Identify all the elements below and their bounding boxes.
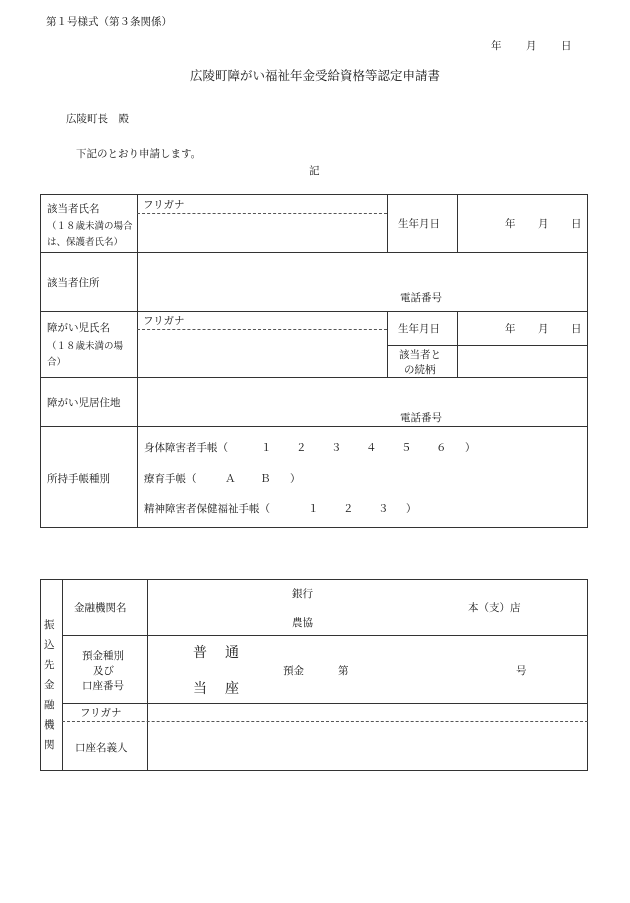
applicant-address-label: 該当者住所 bbox=[47, 277, 100, 289]
physical-close-paren: ） bbox=[465, 442, 476, 454]
applicant-birth-year-label: 年 bbox=[505, 218, 516, 230]
child-birth-month-label: 月 bbox=[538, 323, 549, 335]
holder-furigana-field[interactable] bbox=[149, 705, 586, 719]
ryoiku-handbook-label: 療育手帳（ bbox=[144, 473, 197, 485]
applicant-birth-month-label: 月 bbox=[538, 218, 549, 230]
child-furigana-label: フリガナ bbox=[143, 315, 185, 327]
applicant-furigana-label: フリガナ bbox=[143, 199, 185, 211]
applicant-name-note-1: （１８歳未満の場合 bbox=[47, 221, 133, 232]
applicant-furigana-field[interactable] bbox=[141, 198, 385, 212]
divider bbox=[40, 311, 588, 312]
physical-handbook-label: 身体障害者手帳（ bbox=[144, 442, 228, 454]
physical-grade-option[interactable]: ５ bbox=[401, 442, 412, 454]
ryoiku-close-paren: ） bbox=[290, 473, 301, 485]
applicant-name-label: 該当者氏名 bbox=[47, 203, 100, 215]
physical-grade-option[interactable]: ２ bbox=[296, 442, 307, 454]
mental-handbook-label: 精神障害者保健福祉手帳（ bbox=[144, 503, 270, 515]
side-char: 機 bbox=[44, 719, 55, 731]
dai-label: 第 bbox=[338, 665, 349, 677]
divider bbox=[387, 345, 588, 346]
mental-grade-option[interactable]: １ bbox=[308, 503, 319, 515]
divider bbox=[40, 377, 588, 378]
account-holder-field[interactable] bbox=[149, 723, 586, 769]
physical-grade-option[interactable]: １ bbox=[261, 442, 272, 454]
side-char: 金 bbox=[44, 679, 55, 691]
bank-suffix: 銀行 bbox=[292, 588, 313, 600]
applicant-birthdate-label: 生年月日 bbox=[398, 218, 440, 230]
date-year-label: 年 bbox=[491, 40, 502, 52]
ki-label: 記 bbox=[309, 165, 320, 177]
relation-field[interactable] bbox=[459, 347, 586, 375]
mental-close-paren: ） bbox=[406, 503, 417, 515]
applicant-address-field[interactable] bbox=[139, 254, 585, 309]
furigana-divider bbox=[137, 213, 387, 214]
child-name-label: 障がい児氏名 bbox=[47, 322, 110, 334]
child-birthdate-label: 生年月日 bbox=[398, 323, 440, 335]
side-char: 振 bbox=[44, 619, 55, 631]
applicant-phone-label: 電話番号 bbox=[400, 292, 442, 304]
physical-grade-option[interactable]: ３ bbox=[331, 442, 342, 454]
account-type-label-1: 預金種別 bbox=[82, 650, 124, 662]
divider bbox=[40, 252, 588, 253]
applicant-birth-day-label: 日 bbox=[571, 218, 582, 230]
child-name-note-2: 合） bbox=[47, 357, 67, 368]
toza-option[interactable]: 当 座 bbox=[193, 681, 241, 697]
relation-label-1: 該当者と bbox=[399, 349, 441, 361]
child-birth-year-label: 年 bbox=[505, 323, 516, 335]
holder-furigana-label: フリガナ bbox=[80, 707, 122, 719]
account-type-label-2: 及び bbox=[93, 665, 114, 677]
ryoiku-grade-option[interactable]: Ａ bbox=[225, 473, 236, 485]
side-char: 込 bbox=[44, 639, 55, 651]
divider bbox=[457, 311, 458, 377]
addressee: 広陵町長 殿 bbox=[66, 113, 129, 125]
yokin-label: 預金 bbox=[283, 665, 304, 677]
furigana-divider bbox=[62, 721, 588, 722]
ryoiku-grade-option[interactable]: Ｂ bbox=[260, 473, 271, 485]
divider bbox=[457, 194, 458, 252]
divider bbox=[137, 194, 138, 528]
child-address-label: 障がい児居住地 bbox=[47, 397, 121, 409]
go-label: 号 bbox=[516, 665, 527, 677]
side-char: 関 bbox=[44, 739, 55, 751]
physical-grade-option[interactable]: ６ bbox=[436, 442, 447, 454]
nokyo-suffix: 農協 bbox=[292, 617, 313, 629]
side-char: 先 bbox=[44, 659, 55, 671]
divider bbox=[62, 579, 63, 771]
child-name-note-1: （１８歳未満の場 bbox=[47, 341, 124, 352]
relation-label-2: の続柄 bbox=[404, 364, 436, 376]
divider bbox=[40, 426, 588, 427]
applicant-name-field[interactable] bbox=[139, 215, 385, 250]
physical-grade-option[interactable]: ４ bbox=[366, 442, 377, 454]
account-holder-label: 口座名義人 bbox=[75, 742, 128, 754]
child-name-field[interactable] bbox=[139, 331, 385, 375]
divider bbox=[387, 194, 388, 252]
divider bbox=[147, 579, 148, 771]
account-number-field[interactable] bbox=[355, 650, 510, 690]
page-title: 広陵町障がい福祉年金受給資格等認定申請書 bbox=[189, 68, 440, 83]
applicant-name-note-2: は、保護者氏名） bbox=[47, 237, 124, 248]
child-address-field[interactable] bbox=[139, 379, 585, 424]
side-char: 融 bbox=[44, 699, 55, 711]
child-phone-label: 電話番号 bbox=[400, 412, 442, 424]
intro-text: 下記のとおり申請します。 bbox=[76, 148, 202, 160]
account-type-label-3: 口座番号 bbox=[82, 680, 124, 692]
bank-name-label: 金融機関名 bbox=[74, 602, 127, 614]
handbook-type-label: 所持手帳種別 bbox=[47, 473, 110, 485]
divider bbox=[62, 703, 588, 704]
futsu-option[interactable]: 普 通 bbox=[193, 645, 241, 661]
divider bbox=[387, 311, 388, 377]
furigana-divider bbox=[137, 329, 387, 330]
divider bbox=[62, 635, 588, 636]
mental-grade-option[interactable]: ３ bbox=[378, 503, 389, 515]
mental-grade-option[interactable]: ２ bbox=[343, 503, 354, 515]
form-number: 第１号様式（第３条関係） bbox=[46, 16, 172, 28]
date-day-label: 日 bbox=[561, 40, 572, 52]
child-birth-day-label: 日 bbox=[571, 323, 582, 335]
date-month-label: 月 bbox=[526, 40, 537, 52]
branch-suffix: 本（支）店 bbox=[468, 602, 521, 614]
